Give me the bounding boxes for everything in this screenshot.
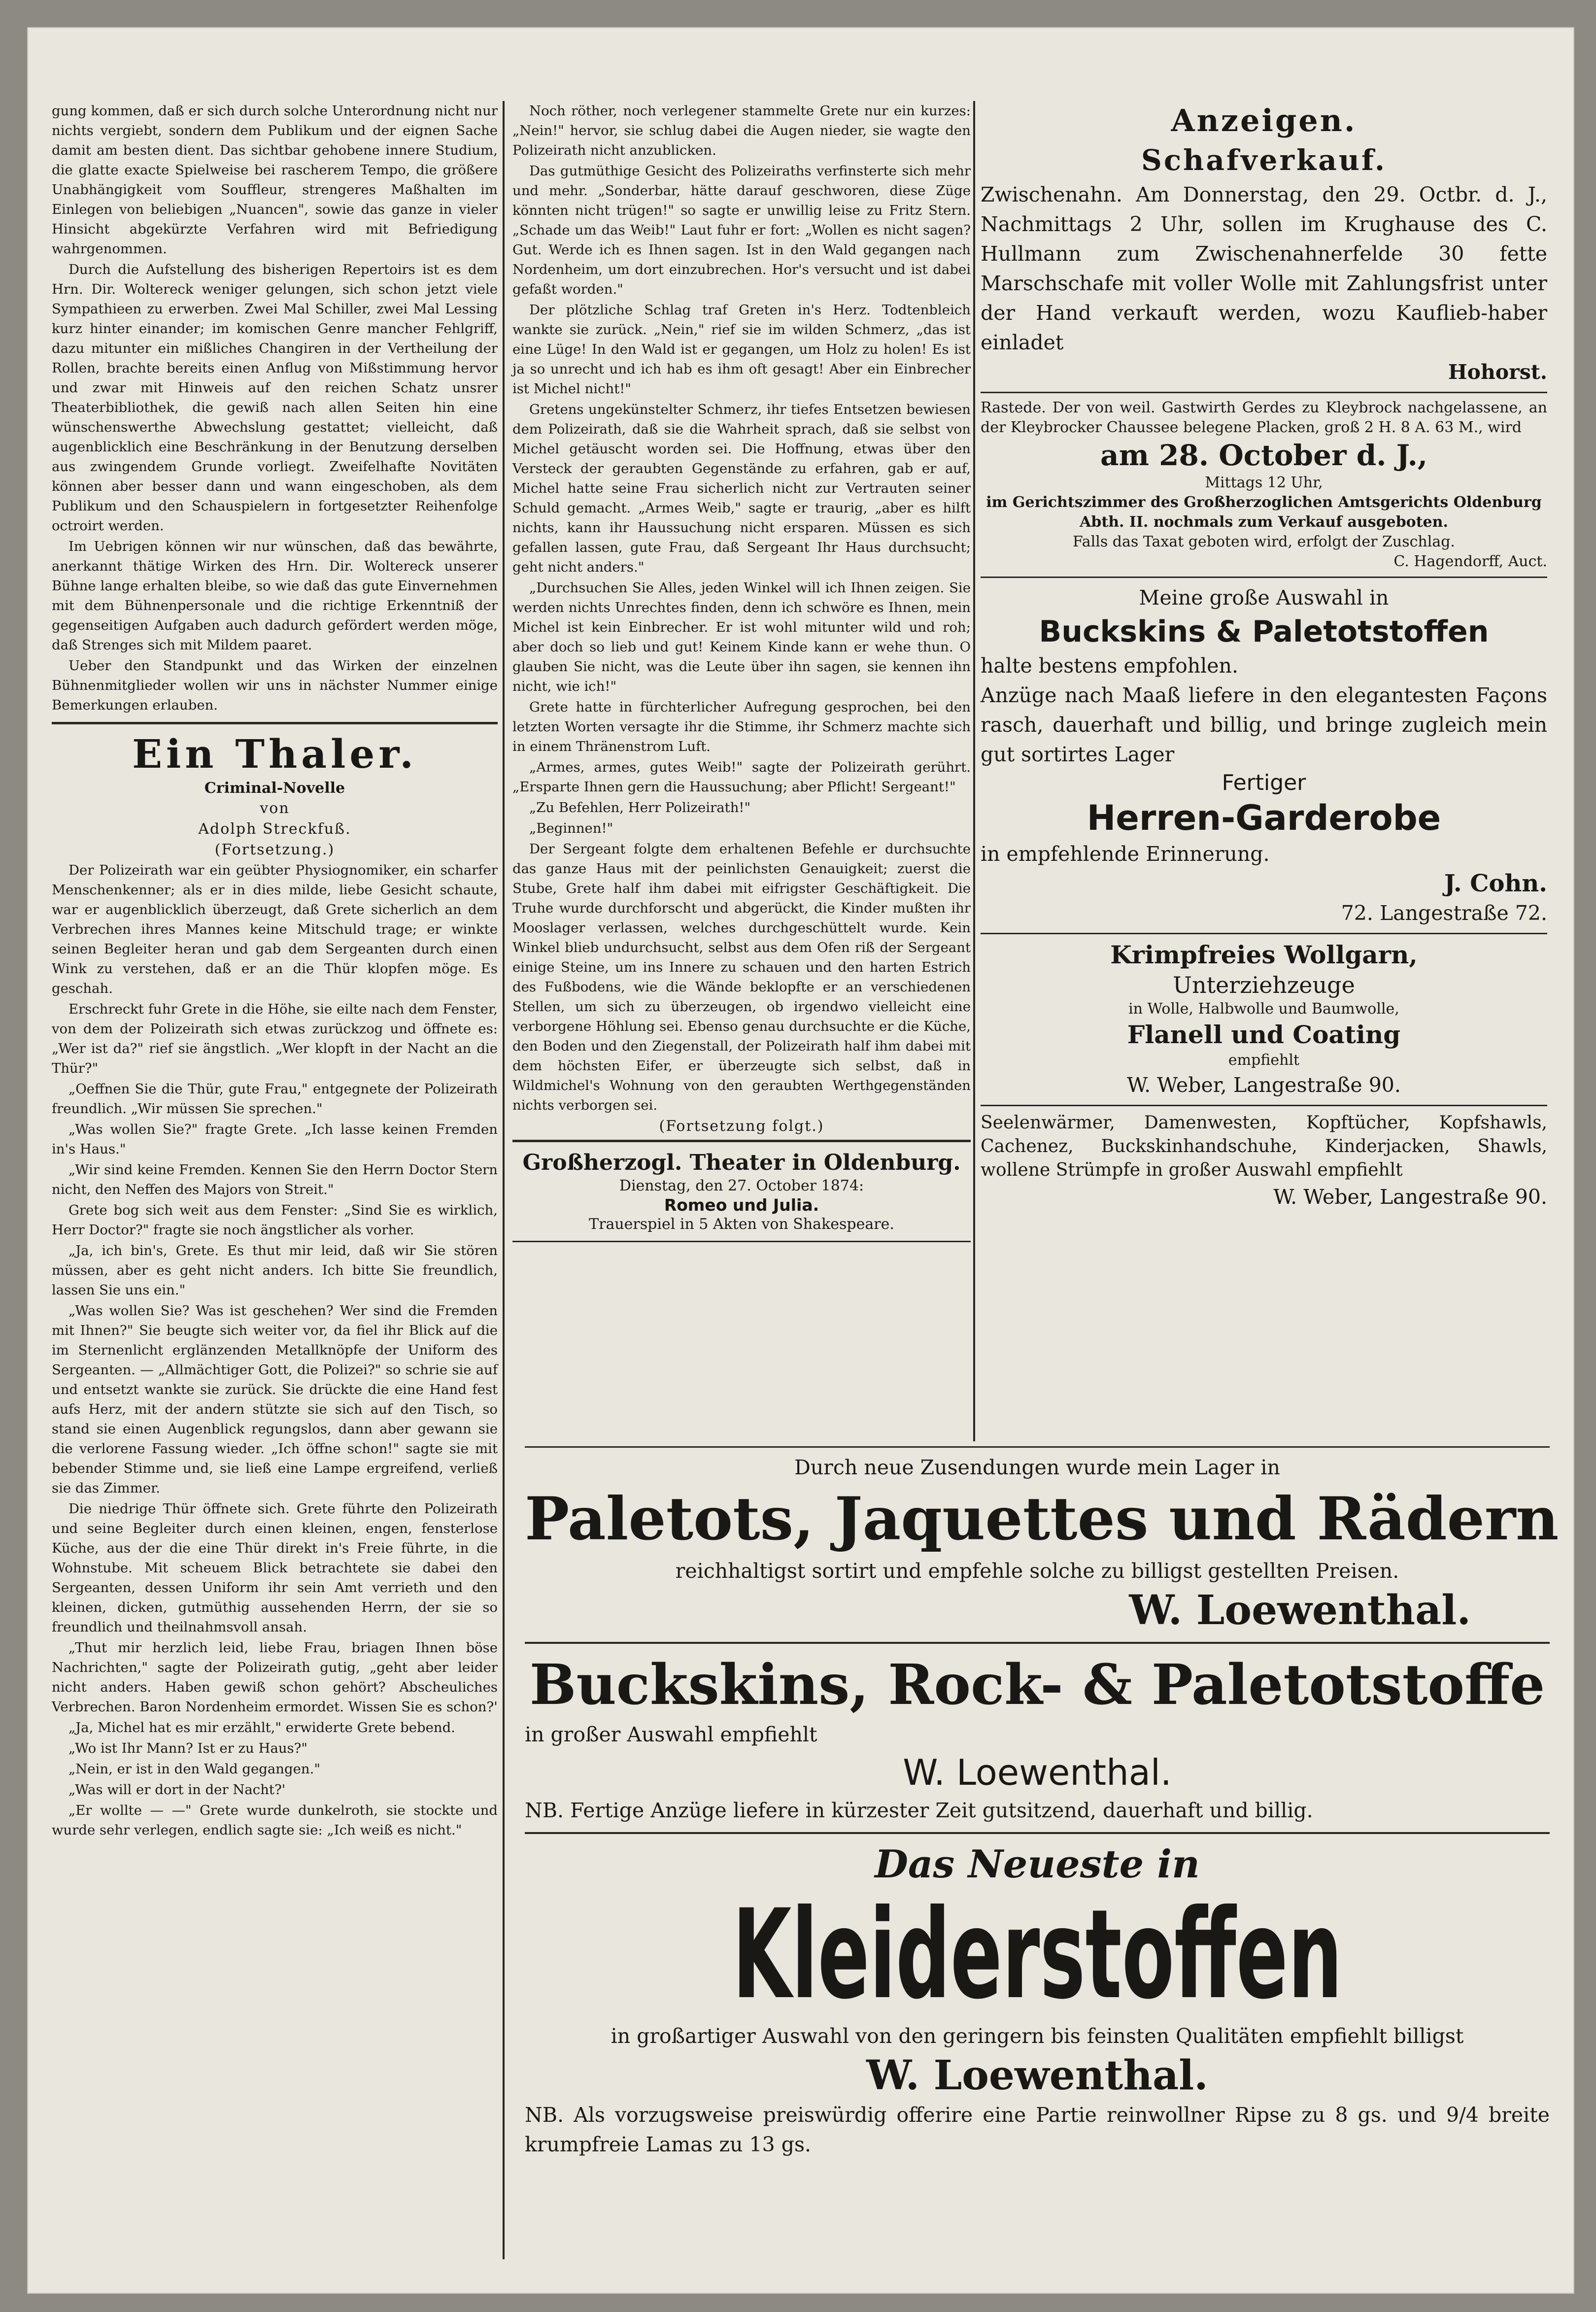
story-paragraph: Erschreckt fuhr Grete in die Höhe, sie eilte nach dem Fenster, von dem der Polizeirath sich etwas zurückzog und öffnete es: „Wer ist da?" rief sie ängstlich. „Wer klopft in der Nacht an die Thür?" [52,1001,498,1076]
loewenthal2-nb: NB. Fertige Anzüge liefere in kürzester Zeit gutsitzend, dauerhaft und billig. [525,1799,1313,1822]
column-1 [52,101,498,1841]
sheep-sale-title: Schafverkauf. [1141,143,1387,177]
loewenthal2-signature: W. Loewenthal. [903,1752,1172,1793]
ad-divider [981,1105,1547,1106]
story-paragraph: „Ja, ich bin's, Grete. Es thut mir leid, daß wir Sie stören müssen, aber es geht nicht anders. Ich bitte Sie freundlich, lassen Sie uns ein." [52,1243,498,1298]
story-paragraph: „Beginnen!" [529,820,613,836]
weber-line-3: Flanell und Coating [1127,1020,1401,1049]
cohn-intro: Meine große Auswahl in [1139,586,1389,610]
story-paragraph: „Thut mir herzlich leid, liebe Frau, briagen Ihnen böse Nachrichten," sagte der Polizeirath gutig, „geht aber leider nicht anders. Haben gewiß schon gehört? Abscheuliches Verbrechen. Baron Nordenheim ermordet. Wissen Sie es schon?' [52,1640,498,1715]
rastede-place: im Gerichtszimmer des Großherzoglichen Amtsgerichts Oldenburg Abth. II. nochmals zum Verkauf ausgeboten. [986,494,1542,531]
cohn-heading: Buckskins & Paletotstoffen [1039,614,1489,649]
story-paragraph: „Oeffnen Sie die Thür, gute Frau," entgegnete der Polizeirath freundlich. „Wir müssen Sie sprechen." [52,1081,498,1117]
theater-notice [512,1140,971,1242]
theater-play: Romeo und Julia. [664,1195,819,1215]
loewenthal2-heading: Buckskins, Rock- & Paletotstoffe [529,1653,1545,1717]
serial-von: von [260,800,290,817]
story-paragraph: Grete bog sich weit aus dem Fenster: „Sind Sie es wirklich, Herr Doctor?" fragte sie noch ängstlicher als vorher. [52,1202,498,1238]
story-continuation: (Fortsetzung folgt.) [659,1118,824,1135]
sheep-sale-signature: Hohorst. [1448,360,1547,384]
weber-line-4: empfiehlt [1228,1052,1300,1069]
loewenthal3-heading: Das Neueste in [875,1842,1200,1887]
cohn-garderobe: Herren-Garderobe [1087,798,1441,838]
loewenthal1-signature: W. Loewenthal. [1129,1587,1471,1634]
theater-date: Dienstag, den 27. October 1874: [619,1177,864,1194]
story-paragraph: „Wo ist Ihr Mann? Ist er zu Haus?" [68,1740,308,1756]
serial-author: Adolph Streckfuß. [198,820,351,838]
rastede-date: am 28. October d. J., [1100,439,1428,472]
section-divider [52,722,498,724]
story-paragraph: „Durchsuchen Sie Alles, jeden Winkel will ich Ihnen zeigen. Sie werden nichts Unrechtes finden, denn ich schwöre es Ihnen, mein Michel ist kein Einbrecher. Er ist wohl mitunter wild und roh; aber doch so lieb und gut! Keinem Kinde kann er wehe thun. O glauben Sie nicht, was die Leute über ihn sagen, sie kennen ihn nicht, wie ich!" [512,580,971,694]
loewenthal1-intro: Durch neue Zusendungen wurde mein Lager in [794,1456,1280,1479]
wide-ads [525,1441,1559,2159]
story-paragraph: Gretens ungekünstelter Schmerz, ihr tiefes Entsetzen bewiesen dem Polizeirath, daß sie die Wahrheit sprach, daß sie selbst von Michel getäuscht worden sei. Die Hoffnung, etwas über den Versteck der geraubten Gegenstände zu erfahren, gab er auf, Michel hatte seine Frau sicherlich nicht zur Vertrauten seiner Schuld gemacht. „Armes Weib," sagte er traurig, „aber es hilft nichts, kann ihr Haussuchung nicht ersparen. Müssen es sich gefallen lassen, gute Frau, daß Sergeant Ihr Haus durchsucht; geht nicht anders." [512,402,971,575]
theater-genre: Trauerspiel in 5 Akten von Shakespeare. [589,1216,894,1233]
story-paragraph: Der Sergeant folgte dem erhaltenen Befehle er durchsuchte das ganze Haus mit der peinlichsten Genauigkeit; zuerst die Stube, Grete half ihm dabei mit eifrigster Geschäftigkeit. Die Truhe wurde durchforscht und abgerückt, die Kinder mußten ihr Mooslager verlassen, welches durchgeschüttelt wurde. Kein Winkel blieb undurchsucht, selbst aus dem Ofen riß der Sergeant einige Steine, um ins Innere zu schauen und den harten Estrich des Fußbodens, wie die Wände beklopfte er an verschiedenen Stellen, um sich zu überzeugen, ob irgendwo vielleicht eine verborgene Höhlung sei. Ebenso genau durchsuchte er die Küche, den Boden und den Ziegenstall, der Polizeirath half ihm dabei mit dem höchsten Eifer, er überzeugte sich selbst, daß in Wildmichel's Wohnung von den geraubten Werthgegenständen nichts verborgen sei. [512,841,971,1113]
sheep-sale-text: Zwischenahn. Am Donnerstag, den 29. Octbr. d. J., Nachmittags 2 Uhr, sollen im Krughause des C. Hullmann zum Zwischenahnerfelde 30 fette Marschschafe mit voller Wolle mit Zahlungsfrist unter der Hand verkauft werden, wozu Kauflieb-haber einladet [981,183,1547,354]
cohn-fertiger: Fertiger [1222,770,1306,795]
story-paragraph: „Zu Befehlen, Herr Polizeirath!" [529,800,751,816]
article-paragraph: Ueber den Standpunkt und das Wirken der einzelnen Bühnenmitglieder wollen wir uns in nächster Nummer einige Bemerkungen erlauben. [52,658,498,713]
serial-title: Ein Thaler. [132,731,417,777]
cohn-line: halte bestens empfohlen. [981,654,1238,678]
cohn-address: 72. Langestraße 72. [1341,901,1547,925]
ads-heading: Anzeigen. [1171,102,1357,138]
rastede-text: Rastede. Der von weil. Gastwirth Gerdes zu Kleybrock nachgelassene, an der Kleybrocker Chaussee belegene Placken, groß 2 H. 8 A. 63 M., wird [981,399,1547,436]
rastede-signature: C. Hagendorff, Auct. [1393,553,1547,570]
theater-title: Großherzogl. Theater in Oldenburg. [522,1150,961,1175]
story-paragraph: „Armes, armes, gutes Weib!" sagte der Polizeirath gerührt. „Ersparte Ihnen gern die Haussuchung; aber Pflicht! Sergeant!" [512,759,971,795]
cohn-name: J. Cohn. [1444,870,1547,897]
story-paragraph: Grete hatte in fürchterlicher Aufregung gesprochen, bei den letzten Worten versagte ihr die Stimme, ihr Schmerz machte sich in einem Thränenstrom Luft. [512,699,971,754]
article-paragraph: Im Uebrigen können wir nur wünschen, daß das bewährte, anerkannt thätige Wirken des Hrn. Dir. Woltereck unserer Bühne lange erhalten bleibe, so wie daß das gute Einvernehmen mit dem Bühnenpersonale und die richtige Erkenntniß der gegenseitigen Aufgaben auch dadurch gefördert werden möge, daß Strenges sich mit Mildem paaret. [52,539,498,653]
column-3-ads [981,101,1547,1212]
weber-line-2: in Wolle, Halbwolle und Baumwolle, [1128,1000,1399,1018]
story-paragraph: „Er wollte — —" Grete wurde dunkelroth, sie stockte und wurde sehr verlegen, endlich sagte sie: „Ich weiß es nicht." [52,1802,498,1838]
loewenthal3-line: in großartiger Auswahl von den geringern bis feinsten Qualitäten empfiehlt billigst [611,2024,1464,2048]
article-paragraph: gung kommen, daß er sich durch solche Unterordnung nicht nur nichts vergiebt, sondern dem Publikum und der eignen Sache damit am besten dient. Das sichtbar gehobene innere Studium, die glatte exacte Spielweise bei rascherem Tempo, die größere Unabhängigkeit vom Souffleur, strengeres Maßhalten im Einlegen von beliebigen „Nuancen", sowie das ganze in vieler Hinsicht abgekürzte Verfahren wird mit Befriedigung wahrgenommen. [52,103,498,257]
weber2-signature: W. Weber, Langestraße 90. [1273,1185,1547,1209]
loewenthal2-line: in großer Auswahl empfiehlt [525,1723,817,1746]
ad-divider [525,1642,1550,1644]
serial-continuation: (Fortsetzung.) [214,841,335,858]
weber-signature: W. Weber, Langestraße 90. [1127,1073,1401,1097]
story-paragraph: Noch röther, noch verlegener stammelte Grete nur ein kurzes: „Nein!" hervor, sie schlug dabei die Augen nieder, sie wagte den Polizeirath nicht anzublicken. [512,103,971,158]
story-paragraph: „Was wollen Sie?" fragte Grete. „Ich lasse keinen Fremden in's Haus." [52,1122,498,1157]
article-paragraph: Durch die Aufstellung des bisherigen Repertoirs ist es dem Hrn. Dir. Woltereck weniger gelungen, sich schon jetzt viele Sympathieen zu erwerben. Zwei Mal Schiller, zwei Mal Lessing kurz hinter einander; im komischen Genre mancher Fehlgriff, dazu mitunter ein mißliches Changiren in der Vertheilung der Rollen, brachte bereits einen Anflug von Mißstimmung hervor und zwar mit Hinweis auf den reichen Schatz unsrer Theaterbibliothek, die gewiß nach allen Seiten hin eine wünschenswerthe Abwechslung gestattet; vielleicht, daß augenblicklich eine Beschränkung in der Benutzung derselben aus zwingendem Grunde vorliegt. Zweifelhafte Novitäten können aber besser dann und wann eingeschoben, als dem Publikum und den Schauspielern in fortgesetzter Reihenfolge octroirt werden. [52,262,498,534]
story-paragraph: Das gutmüthige Gesicht des Polizeiraths verfinsterte sich mehr und mehr. „Sonderbar, hätte darauf geschworen, diese Züge könnten nicht trügen!" so sagte er unwillig leise zu Fritz Stern. „Schade um das Weib!" Laut fuhr er fort: „Wollen es nicht sagen? Gut. Werde ich es Ihnen sagen. Ist in den Wald gegangen nach Nordenheim, um dort einzubrechen. Hor's versucht und ist dabei gefaßt worden." [512,163,971,297]
loewenthal1-line: reichhaltigst sortirt und empfehle solche zu billigst gestellten Preisen. [675,1559,1399,1583]
ad-divider [981,933,1547,934]
weber-heading: Krimpfreies Wollgarn, [1110,940,1418,969]
weber-line-1: Unterziehzeuge [1173,972,1355,998]
ad-divider [525,1832,1550,1834]
rastede-note: Falls das Taxat geboten wird, erfolgt der Zuschlag. [1073,533,1455,550]
story-paragraph: „Was wollen Sie? Was ist geschehen? Wer sind die Fremden mit Ihnen?" Sie beugte sich weiter vor, da fiel ihr Blick auf die im Sternenlicht erglänzenden Metallknöpfe der Uniform des Sergeanten. — „Allmächtiger Gott, die Polizei?" so schrie sie auf und entsetzt wankte sie zurück. Sie drückte die eine Hand fest aufs Herz, mit der andern stützte sie sich auf den Tisch, so stand sie einen Augenblick regungslos, dann aber gewann sie die verlorene Fassung wieder. „Ich öffne schon!" sagte sie mit bebender Stimme und, sie ließ eine Lampe ergreifend, verließ sie das Zimmer. [52,1303,498,1496]
story-paragraph: Die niedrige Thür öffnete sich. Grete führte den Polizeirath und seine Begleiter durch einen kleinen, engen, fensterlose Küche, aus der die eine Thür direkt in's Freie führte, in die Wohnstube. Mit scheuem Blick betrachtete sie dabei den Sergeanten, dessen Uniform ihr sein Amt verrieth und den kleinen, dicken, gutmüthig aussehenden Herrn, der sie so freundlich und theilnahmsvoll ansah. [52,1501,498,1635]
cohn-text: Anzüge nach Maaß liefere in den elegantesten Façons rasch, dauerhaft und billig, und bringe zugleich mein gut sortirtes Lager [981,683,1547,766]
story-paragraph: „Wir sind keine Fremden. Kennen Sie den Herrn Doctor Stern nicht, den Neffen des Majors von Streit." [52,1162,498,1197]
serial-subtitle: Criminal-Novelle [204,780,345,797]
weber2-text: Seelenwärmer, Damenwesten, Kopftücher, Kopfshawls, Cachenez, Buckskinhandschuhe, Kinderjacken, Shawls, wollene Strümpfe in großer Auswahl empfiehlt [981,1113,1547,1180]
newspaper-page [27,27,1574,2294]
story-paragraph: Der plötzliche Schlag traf Greten in's Herz. Todtenbleich wankte sie zurück. „Nein," rief sie im wilden Schmerz, „das ist eine Lüge! In den Wald ist er gegangen, um Holz zu holen! Es ist ja so unrecht und ich hab es ihm oft gesagt! Aber ein Einbrecher ist Michel nicht!" [512,302,971,397]
column-rule-2 [973,101,975,1441]
loewenthal3-big: Kleiderstoffen [732,1888,1342,2021]
story-paragraph: „Ja, Michel hat es mir erzählt," erwiderte Grete bebend. [68,1720,455,1735]
loewenthal3-signature: W. Loewenthal. [866,2052,1208,2099]
loewenthal3-big-wrap [525,1888,1550,2021]
ad-divider [981,392,1547,393]
loewenthal3-nb: NB. Als vorzugsweise preiswürdig offerire eine Partie reinwollner Ripse zu 8 gs. und 9/4 breite krumpfreie Lamas zu 13 gs. [525,2103,1550,2156]
column-2 [512,101,971,1242]
cohn-erinnerung: in empfehlende Erinnerung. [981,842,1270,866]
ad-divider [981,577,1547,578]
story-paragraph: Der Polizeirath war ein geübter Physiognomiker, ein scharfer Menschenkenner; als er in dies milde, liebe Gesicht schaute, war er augenblicklich überzeugt, daß Grete sicherlich an dem Verbrechen ihres Mannes keine Mitschuld trage; er winkte seinen Begleiter heran und gab dem Sergeanten durch einen Wink zu verstehen, daß er an die Thür klopfen möge. Es geschah. [52,862,498,996]
ad-divider [525,1446,1550,1448]
rastede-time: Mittags 12 Uhr, [1205,474,1323,491]
column-rule-1 [503,101,505,2259]
story-paragraph: „Was will er dort in der Nacht?' [68,1782,286,1798]
loewenthal1-heading: Paletots, Jaquettes und Rädern [525,1484,1559,1554]
story-paragraph: „Nein, er ist in den Wald gegangen." [68,1761,320,1777]
